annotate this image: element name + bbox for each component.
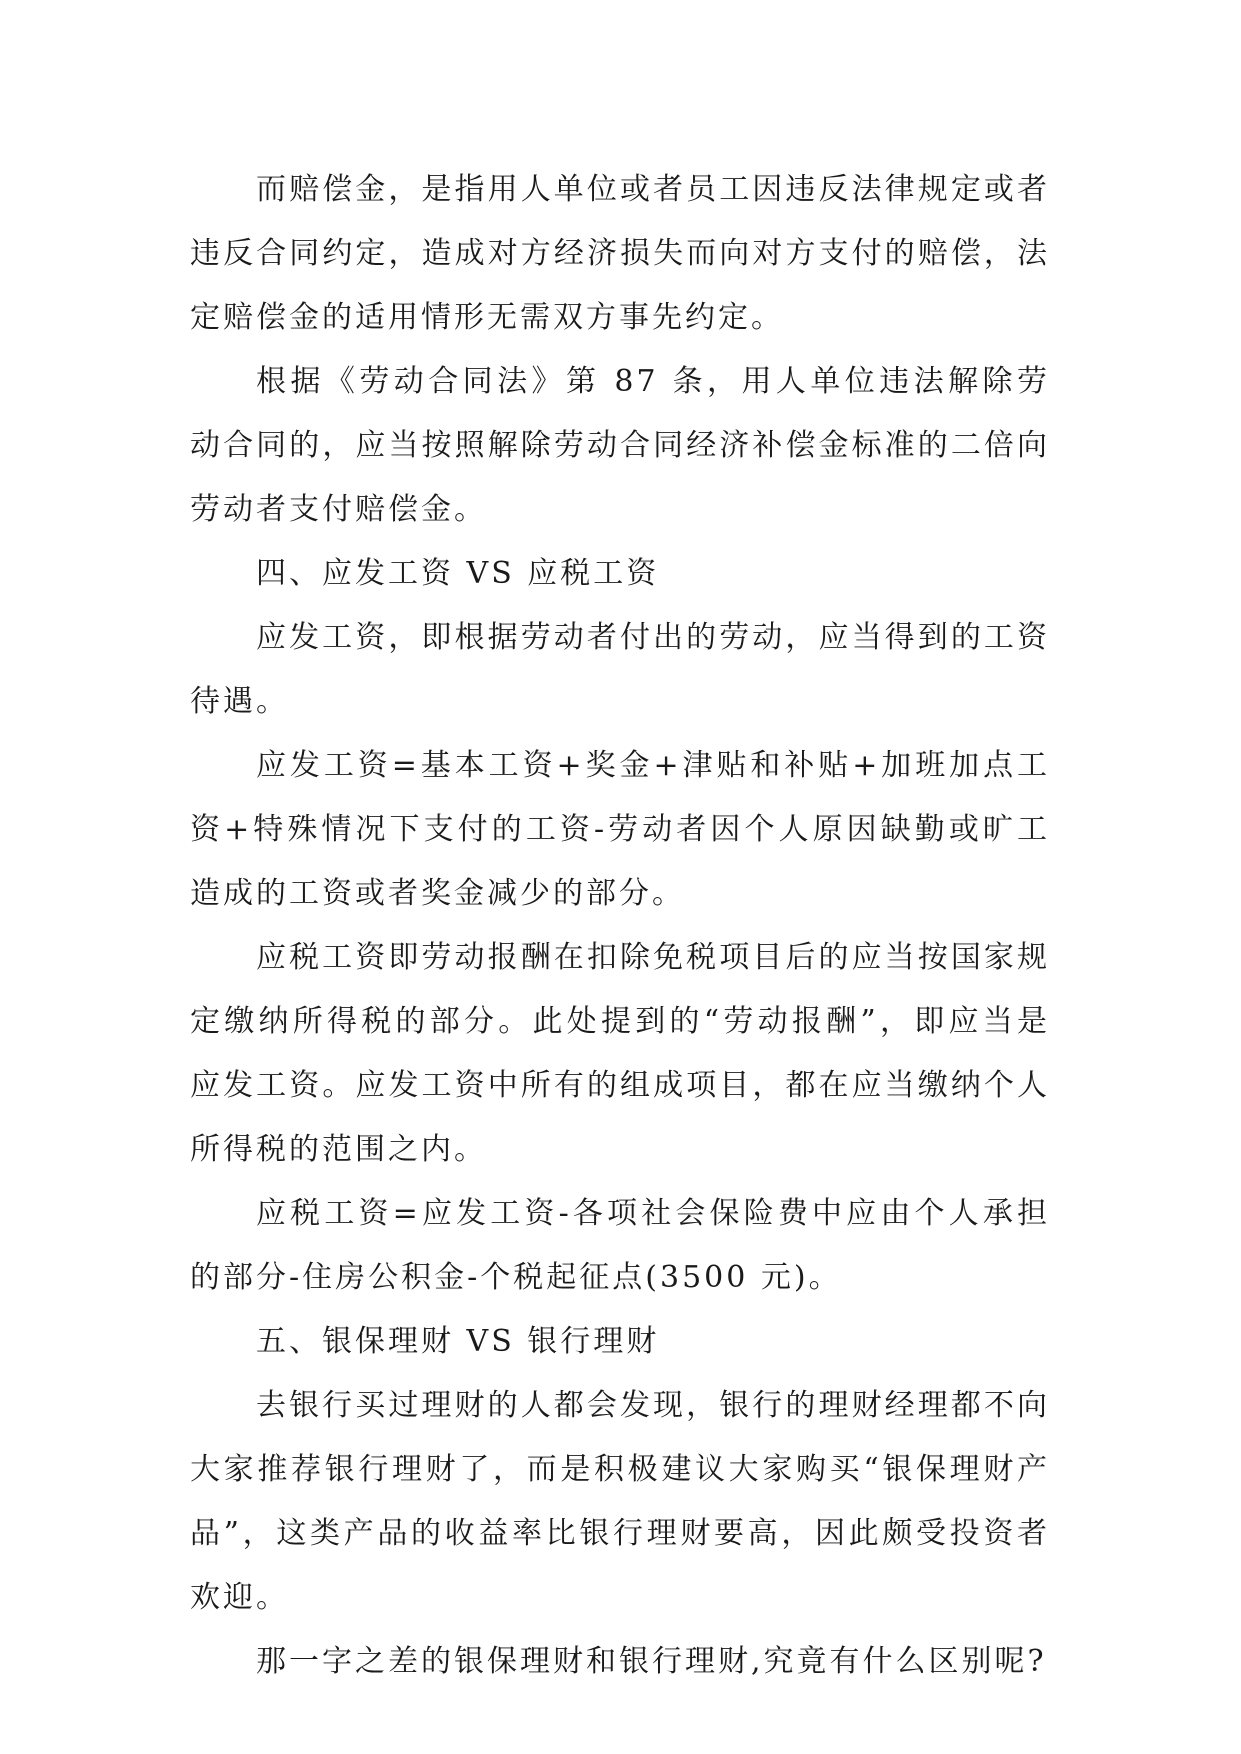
section-heading-4: 四、应发工资 VS 应税工资 — [256, 556, 660, 591]
paragraph-compensation-definition: 而赔偿金，是指用人单位或者员工因违反法律规定或者违反合同约定，造成对方经济损失而向对方支付的赔偿，法定赔偿金的适用情形无需双方事先约定。 — [190, 172, 1050, 335]
paragraph-taxable-wage-definition: 应税工资即劳动报酬在扣除免税项目后的应当按国家规定缴纳所得税的部分。此处提到的“劳动报酬”，即应当是应发工资。应发工资中所有的组成项目，都在应当缴纳个人所得税的范围之内。 — [190, 940, 1050, 1167]
paragraph-gross-wage-definition: 应发工资，即根据劳动者付出的劳动，应当得到的工资待遇。 — [190, 620, 1050, 719]
paragraph-bancassurance-intro: 去银行买过理财的人都会发现，银行的理财经理都不向大家推荐银行理财了，而是积极建议大家购买“银保理财产品”，这类产品的收益率比银行理财要高，因此颇受投资者欢迎。 — [190, 1388, 1050, 1615]
paragraph-difference-question: 那一字之差的银保理财和银行理财,究竟有什么区别呢? — [256, 1644, 1047, 1679]
paragraph-article-87: 根据《劳动合同法》第 87 条，用人单位违法解除劳动合同的，应当按照解除劳动合同经济补偿金标准的二倍向劳动者支付赔偿金。 — [190, 364, 1050, 527]
document-body — [190, 158, 1050, 1694]
section-heading-5: 五、银保理财 VS 银行理财 — [256, 1324, 660, 1359]
paragraph-taxable-wage-formula: 应税工资=应发工资-各项社会保险费中应由个人承担的部分-住房公积金-个税起征点(3500 元)。 — [190, 1196, 1050, 1295]
paragraph-gross-wage-formula: 应发工资=基本工资+奖金+津贴和补贴+加班加点工资+特殊情况下支付的工资-劳动者因个人原因缺勤或旷工造成的工资或者奖金减少的部分。 — [190, 748, 1050, 911]
